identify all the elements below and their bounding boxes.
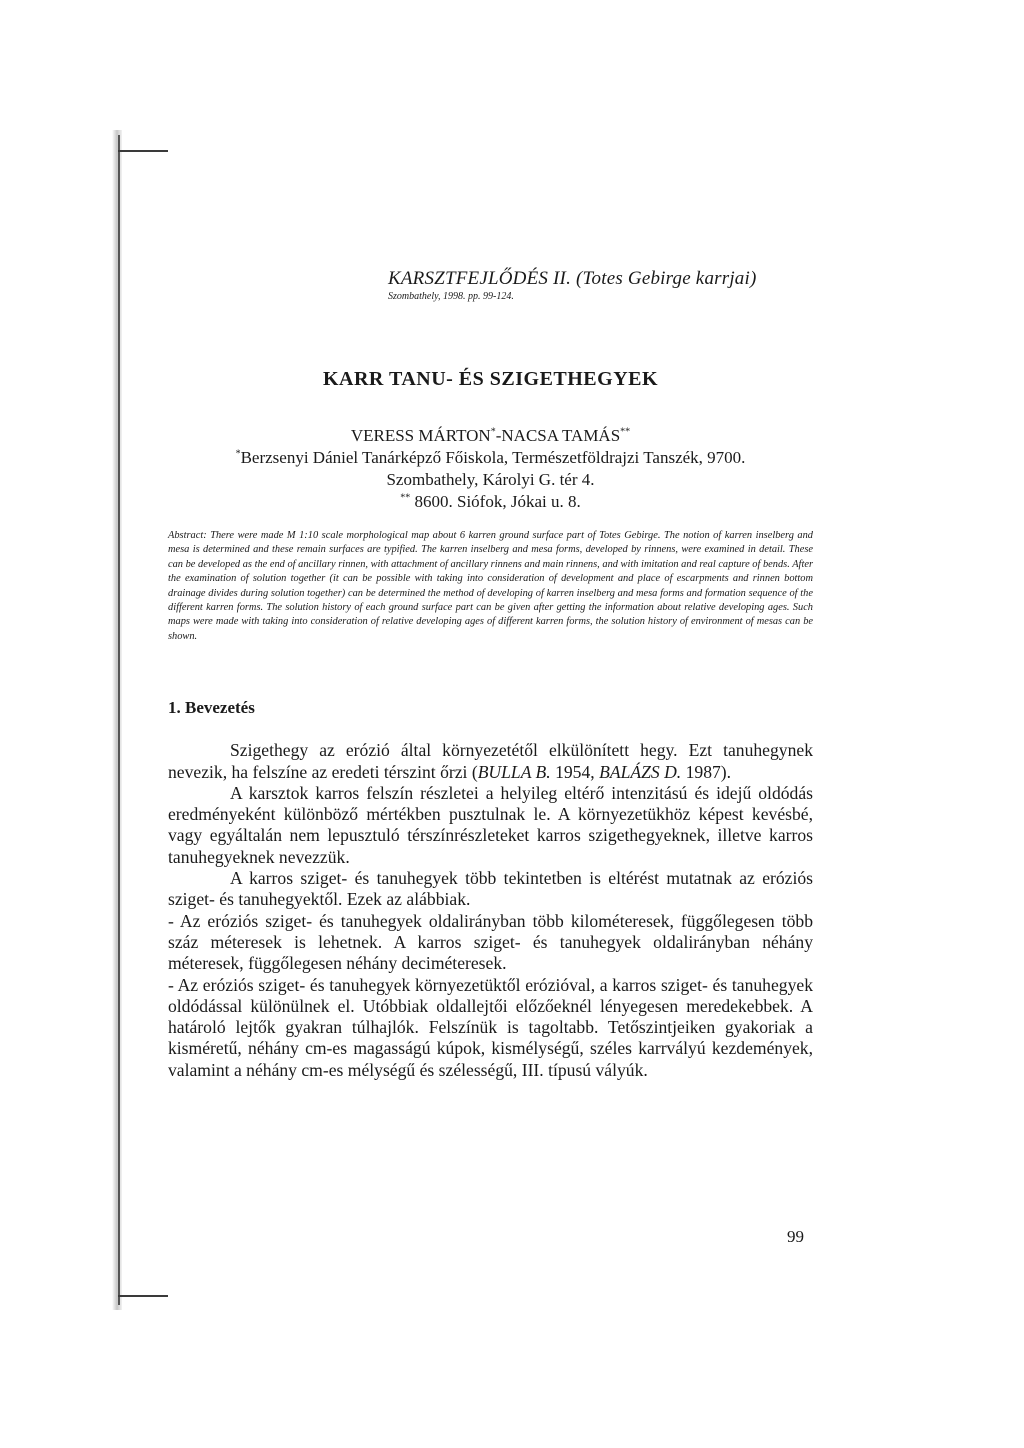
citation-balazs: BALÁZS D. [599,761,682,782]
paragraph-2: A karsztok karros felszín részletei a helyileg eltérő intenzitású és idejű oldódás eredményeként különböző mértékben pusztulnak le. A környezetükhöz képest kevésbé, vagy egyáltalán nem lepusztuló térszínrészleteket karros szigethegyeknek, illetve karros tanuhegyeknek nevezzük. [168,782,813,867]
author-1-mark: * [490,426,496,438]
author-separator: - [495,426,502,445]
running-head-series: KARSZTFEJLŐDÉS II. [388,268,572,289]
paragraph-5: - Az eróziós sziget- és tanuhegyek környezetüktől erózióval, a karros sziget- és tanuhegyek oldódással különülnek el. Utóbbiak oldallejtői előzőeknél lényegesen meredekebbek. A határoló lejtők gyakran túlhajlók. Felszínük is tagoltabb. Tetőszintjeiken gyakoriak a kisméretű, néhány cm-es magasságú kúpok, kismélységű, széles karrvályú kezdemények, valamint a néhány cm-es mélységű és szélességű, III. típusú vályúk. [168,974,813,1080]
paragraph-1 [168,740,813,783]
running-head [388,268,813,290]
author-line [168,425,813,447]
body-text [168,740,813,1081]
author-2: NACSA TAMÁS [501,426,621,445]
running-head-volume: (Totes Gebirge karrjai) [576,268,757,289]
paragraph-3: A karros sziget- és tanuhegyek több tekintetben is eltérést mutatnak az eróziós sziget- és tanuhegyektől. Ezek az alábbiak. [168,868,813,910]
affiliation-line-3 [168,491,813,513]
affiliation-line-2: Szombathely, Károlyi G. tér 4. [386,470,595,489]
page-number: 99 [787,1227,804,1246]
affiliation-line-1 [168,447,813,469]
binding-edge [118,135,120,1305]
citation-bulla: BULLA B. [477,761,551,782]
article-title: KARR TANU- ÉS SZIGETHEGYEK [322,368,659,390]
p1-text-b: 1954, [550,761,600,782]
affiliation-mark-2: ** [400,492,411,504]
p1-text-a: Szigethegy az erózió által környezetétől elkülönített hegy. Ezt tanuhegynek nevezik, ha felszíne az eredeti térszint őrzi ( [168,740,813,782]
p1-text-c: 1987). [681,761,732,782]
affiliation-1-text: Berzsenyi Dániel Tanárképző Főiskola, Természetföldrajzi Tanszék, 9700. [240,448,746,467]
binding-shadow [112,130,122,1310]
binding-mark-bottom [118,1295,168,1297]
affiliation-3-text: 8600. Siófok, Jókai u. 8. [414,492,581,511]
abstract: Abstract: There were made M 1:10 scale morphological map about 6 karren ground surface part of Totes Gebirge. The notion of karren inselberg and mesa is determined and these remain surfaces are typified. The karren inselberg and mesa forms, developed by rinnens, were examined in detail. These can be developed as the end of ancillary rinnen, with attachment of ancillary rinnens and main rinnens, and with imitation and real capture of bends. After the examination of solution together (it can be possible with taking into consideration of development and place of escarpments and rinnen bottom drainage divides during solution together) can be determined the method of developing of karren inselberg and mesa forms and formation sequence of the different karren forms. The solution history of each ground surface part can be given after getting the information about relative developing ages. Such maps were made with taking into consideration of relative developing ages of different karren forms, the solution history of environment of mesas can be shown. [168,530,813,642]
page-content [168,268,813,1081]
section-heading: 1. Bevezetés [168,698,255,718]
paragraph-4: - Az eróziós sziget- és tanuhegyek oldalirányban több kilométeresek, függőlegesen több száz méteresek is lehetnek. A karros sziget- és tanuhegyek oldalirányban néhány méteresek, függőlegesen néhány deciméteresek. [168,910,813,974]
running-head-citation: Szombathely, 1998. pp. 99-124. [388,291,514,302]
author-2-mark: ** [620,426,631,438]
author-1: VERESS MÁRTON [350,426,491,445]
affiliation-mark-1: * [235,448,241,460]
binding-mark-top [118,150,168,152]
